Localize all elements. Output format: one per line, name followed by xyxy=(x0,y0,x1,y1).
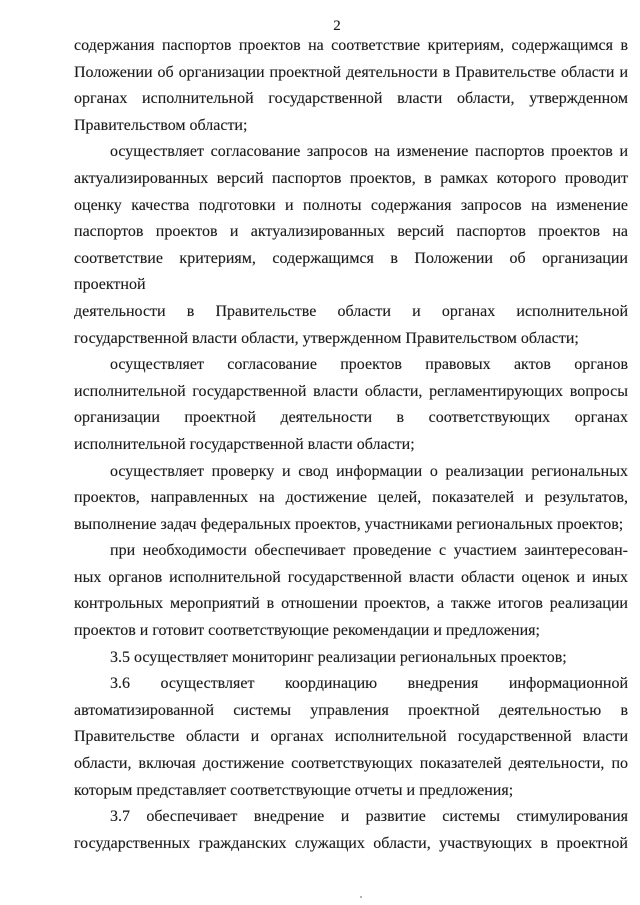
text-line: области, включая достижение соответствующих показателей деятельности, по xyxy=(74,755,628,773)
text-line: 3.5 осуществляет мониторинг реализации региональных проектов; xyxy=(110,648,567,666)
text-line: исполнительной государственной власти области, регламентирующих вопросы xyxy=(74,382,628,400)
scan-speck-artifact xyxy=(360,896,362,898)
text-line: осуществляет согласование запросов на изменение паспортов проектов и xyxy=(110,143,628,161)
text-line: проектов, направленных на достижение целей, показателей и результатов, xyxy=(74,489,628,507)
text-line: актуализированных версий паспортов проектов, в рамках которого проводит xyxy=(74,169,628,187)
text-line: осуществляет проверку и свод информации о реализации региональных xyxy=(110,462,628,480)
text-line: содержания паспортов проектов на соответствие критериям, содержащимся в xyxy=(74,37,628,54)
text-line: автоматизированной системы управления проектной деятельностью в xyxy=(74,701,628,719)
text-line: контрольных мероприятий в отношении проектов, а также итогов реализации xyxy=(74,595,628,613)
text-line: 3.6 осуществляет координацию внедрения информационной xyxy=(110,675,628,693)
paragraph xyxy=(74,352,628,458)
page-number: 2 xyxy=(333,18,341,34)
paragraph xyxy=(74,538,628,644)
paragraph xyxy=(74,139,628,352)
text-line: Правительством области; xyxy=(74,116,248,134)
text-line: соответствие критериям, содержащимся в Положении об организации проектной xyxy=(74,249,628,294)
text-line: органах исполнительной государственной власти области, утвержденном xyxy=(74,90,628,108)
text-line: осуществляет согласование проектов правовых актов органов xyxy=(110,356,628,374)
text-line: организации проектной деятельности в соответствующих органах xyxy=(74,409,628,427)
paragraph xyxy=(74,804,628,857)
text-line: государственных гражданских служащих области, участвующих в проектной xyxy=(74,834,628,852)
paragraph xyxy=(74,671,628,804)
text-line: при необходимости обеспечивает проведение с участием заинтересован- xyxy=(110,542,628,560)
text-line: проектов и готовит соответствующие рекомендации и предложения; xyxy=(74,622,540,640)
text-line: выполнение задач федеральных проектов, участниками региональных проектов; xyxy=(74,515,624,533)
text-line: государственной власти области, утвержденном Правительством области; xyxy=(74,329,579,347)
text-line: ных органов исполнительной государственной власти области оценок и иных xyxy=(74,568,628,586)
text-line: 3.7 обеспечивает внедрение и развитие системы стимулирования xyxy=(110,808,628,826)
text-line: оценку качества подготовки и полноты содержания запросов на изменение xyxy=(74,196,628,214)
paragraph xyxy=(74,33,628,139)
text-line: паспортов проектов и актуализированных версий паспортов проектов на xyxy=(74,223,628,241)
text-line: исполнительной государственной власти области; xyxy=(74,435,415,453)
text-line: Положении об организации проектной деятельности в Правительстве области и xyxy=(74,63,628,81)
paragraph xyxy=(74,459,628,539)
document-body xyxy=(74,33,628,857)
paragraph xyxy=(74,645,628,672)
text-line: Правительстве области и органах исполнительной государственной власти xyxy=(74,728,628,746)
text-line: которым представляет соответствующие отчеты и предложения; xyxy=(74,781,514,799)
text-line: деятельности в Правительстве области и органах исполнительной xyxy=(74,302,628,320)
